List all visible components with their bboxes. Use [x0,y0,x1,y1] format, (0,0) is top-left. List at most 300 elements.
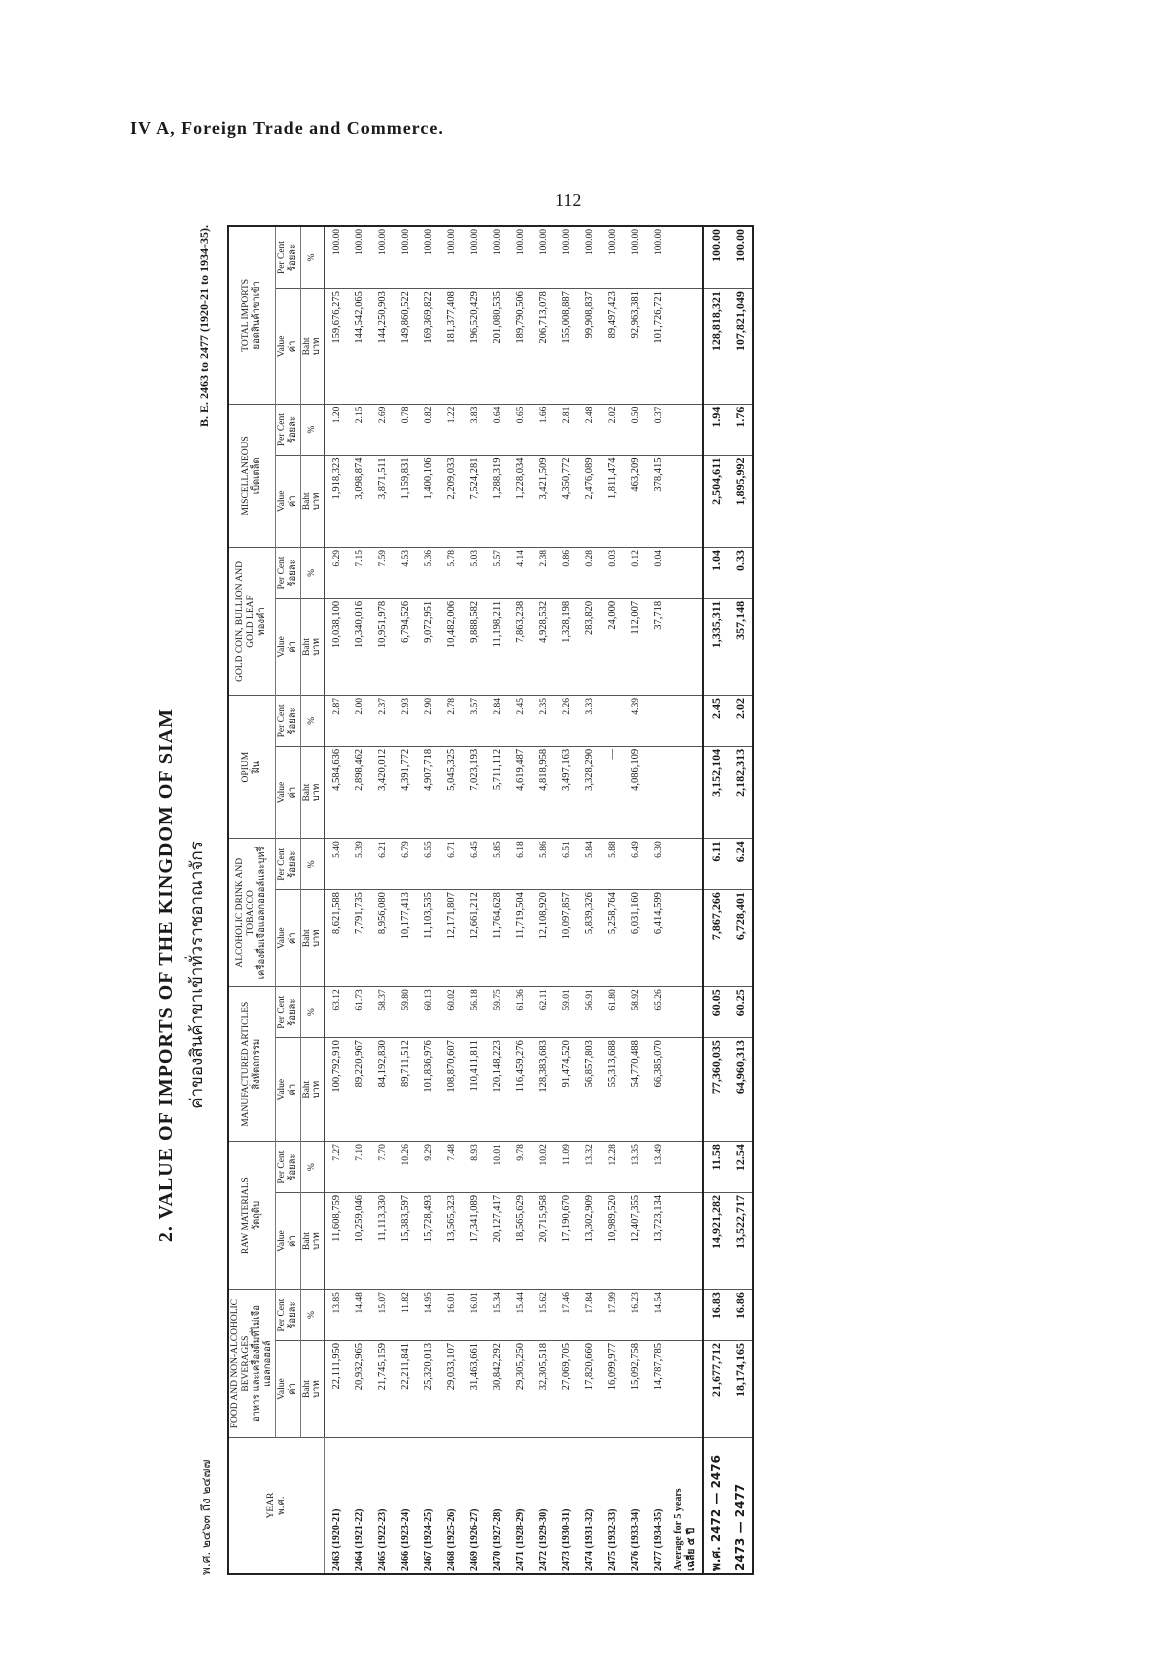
group-label-thai: อาหาร และเครื่องดื่มที่ไม่เจือแอลกอฮอล์ [250,1305,273,1423]
value-header [275,1193,300,1290]
year-cell: 2470 (1927-28) [486,1438,509,1574]
percent-cell: 7.48 [440,1142,463,1193]
unit-label: Baht [301,337,312,356]
percent-unit: % [300,1290,325,1341]
percent-label: Per Cent [276,1150,287,1184]
value-cell: 283,820 [578,598,601,695]
percent-cell: 14.54 [647,1290,670,1341]
average-value-cell: 21,677,712 [703,1341,728,1438]
value-cell: 378,415 [647,455,670,547]
value-cell: 89,711,512 [394,1038,417,1142]
unit-header [300,1341,325,1438]
value-cell: 144,542,065 [348,289,371,405]
value-cell: 108,870,607 [440,1038,463,1142]
percent-label: Per Cent [276,413,287,447]
percent-label: Per Cent [276,556,287,590]
percent-cell: 13.85 [325,1290,349,1341]
percent-cell: 17.46 [555,1290,578,1341]
percent-cell: 0.12 [624,548,647,599]
average-period-cell: 2473 — 2477 [728,1438,753,1574]
average-value-cell: 64,960,313 [728,1038,753,1142]
percent-label-thai: ร้อยละ [286,998,298,1026]
rotated-table-page [155,225,1005,1575]
group-label-thai: ทองคำ [256,607,268,636]
percent-label-thai: ร้อยละ [286,243,298,272]
value-cell: 4,350,772 [555,455,578,547]
percent-header [275,1142,300,1193]
percent-label-thai: ร้อยละ [286,707,298,735]
group-header [228,987,275,1142]
value-cell: 7,524,281 [463,455,486,547]
empty-cell [670,404,703,455]
value-cell: 1,159,831 [394,455,417,547]
value-cell: 2,209,033 [440,455,463,547]
average-percent-cell: 6.24 [728,839,753,890]
percent-cell: 0.82 [417,404,440,455]
average-label-thai: เฉลี่ย ๕ ปี [686,1527,698,1571]
value-header [275,598,300,695]
group-label-thai: ยอดสินค้าขาเข้า [250,281,262,350]
percent-cell: 58.37 [371,987,394,1038]
value-cell: 4,907,718 [417,746,440,838]
value-header [275,890,300,987]
value-cell: 1,918,323 [325,455,349,547]
value-label: Value [276,1230,287,1252]
percent-unit: % [300,695,325,746]
empty-cell [670,1142,703,1193]
year-cell: 2468 (1925-26) [440,1438,463,1574]
percent-cell: 59.80 [394,987,417,1038]
value-cell: 2,898,462 [348,746,371,838]
empty-cell [670,839,703,890]
percent-cell: 5.84 [578,839,601,890]
percent-cell: 2.93 [394,695,417,746]
value-label: Value [276,490,287,513]
percent-cell: 61.80 [601,987,624,1038]
value-cell: 8,621,588 [325,890,349,987]
unit-label: Baht [301,492,312,511]
percent-cell: 6.71 [440,839,463,890]
percent-unit: % [300,839,325,890]
percent-cell: 4.39 [624,695,647,746]
percent-cell: 5.03 [463,548,486,599]
empty-cell [670,1290,703,1341]
table-row [463,226,486,1574]
value-cell: 99,908,837 [578,289,601,405]
percent-cell: 15.34 [486,1290,509,1341]
value-cell: 13,565,323 [440,1193,463,1290]
group-label: RAW MATERIALS [240,1177,251,1255]
percent-cell: 56.91 [578,987,601,1038]
value-cell: — [601,746,624,838]
year-label-thai: พ.ศ. [275,1496,287,1515]
value-cell: 5,839,326 [578,890,601,987]
percent-cell: 5.86 [532,839,555,890]
value-cell: 9,888,582 [463,598,486,695]
value-label-thai: ค่า [286,1083,298,1096]
percent-cell: 7.27 [325,1142,349,1193]
value-cell: 1,328,198 [555,598,578,695]
value-cell: 10,038,100 [325,598,349,695]
group-label-thai: เครื่องดื่มเจือแอลกอฮอล์และบุหรี่ [256,846,268,980]
value-cell: 7,791,735 [348,890,371,987]
average-percent-cell: 60.05 [703,987,728,1038]
percent-cell: 5.40 [325,839,349,890]
percent-cell: 10.26 [394,1142,417,1193]
value-cell: 7,863,238 [509,598,532,695]
value-cell: 10,482,006 [440,598,463,695]
percent-cell: 2.69 [371,404,394,455]
value-cell: 31,463,661 [463,1341,486,1438]
percent-cell: 15.62 [532,1290,555,1341]
percent-cell: 1.22 [440,404,463,455]
percent-header [275,839,300,890]
table-row [486,226,509,1574]
percent-cell [647,695,670,746]
value-cell: 29,305,250 [509,1341,532,1438]
value-cell: 16,099,977 [601,1341,624,1438]
unit-header [300,289,325,405]
percent-cell: 100.00 [509,226,532,289]
value-header [275,289,300,405]
value-cell: 10,951,978 [371,598,394,695]
percent-cell: 5.36 [417,548,440,599]
percent-label: Per Cent [276,704,287,738]
value-label: Value [276,1378,287,1400]
percent-cell: 0.03 [601,548,624,599]
value-cell: 3,098,874 [348,455,371,547]
empty-cell [670,695,703,746]
average-value-cell: 128,818,321 [703,289,728,405]
unit-label: Baht [301,783,312,802]
percent-cell: 13.32 [578,1142,601,1193]
percent-cell: 100.00 [647,226,670,289]
year-label: YEAR [265,1492,276,1519]
group-header [228,839,275,987]
percent-cell: 65.26 [647,987,670,1038]
percent-cell: 7.15 [348,548,371,599]
percent-cell: 0.50 [624,404,647,455]
percent-header [275,548,300,599]
percent-cell: 1.20 [325,404,349,455]
percent-cell: 5.57 [486,548,509,599]
value-cell: 1,228,034 [509,455,532,547]
value-cell: 29,033,107 [440,1341,463,1438]
percent-cell: 2.26 [555,695,578,746]
average-row [728,226,753,1574]
unit-label: Baht [301,1232,312,1251]
percent-cell: 2.35 [532,695,555,746]
table-row [325,226,349,1574]
percent-cell: 6.51 [555,839,578,890]
percent-header [275,226,300,289]
year-cell: 2477 (1934-35) [647,1438,670,1574]
percent-header [275,1290,300,1341]
year-cell: 2474 (1931-32) [578,1438,601,1574]
value-cell: 12,171,807 [440,890,463,987]
percent-label: Per Cent [276,995,287,1029]
percent-cell: 15.07 [371,1290,394,1341]
percent-cell: 6.18 [509,839,532,890]
table-period: B. E. 2463 to 2477 (1920-21 to 1934-35). [197,225,211,427]
average-percent-cell: 2.45 [703,695,728,746]
average-percent-cell: 6.11 [703,839,728,890]
value-cell: 18,565,629 [509,1193,532,1290]
percent-cell: 2.90 [417,695,440,746]
percent-cell: 60.13 [417,987,440,1038]
value-cell: 11,113,330 [371,1193,394,1290]
percent-cell: 0.86 [555,548,578,599]
percent-cell: 6.30 [647,839,670,890]
percent-cell: 9.29 [417,1142,440,1193]
value-cell: 4,086,109 [624,746,647,838]
percent-cell: 2.00 [348,695,371,746]
group-label: MANUFACTURED ARTICLES [240,1001,251,1127]
year-header [228,1438,325,1574]
percent-header [275,695,300,746]
group-label: TOTAL IMPORTS [240,278,251,352]
unit-header [300,1193,325,1290]
percent-cell: 62.11 [532,987,555,1038]
group-label: FOOD AND NON-ALCOHOLIC BEVERAGES [230,1298,251,1429]
value-cell: 4,584,636 [325,746,349,838]
percent-cell: 61.73 [348,987,371,1038]
year-cell: 2464 (1921-22) [348,1438,371,1574]
value-label: Value [276,335,287,358]
value-cell: 25,320,013 [417,1341,440,1438]
unit-header [300,746,325,838]
percent-cell: 2.38 [532,548,555,599]
value-cell: 5,045,325 [440,746,463,838]
percent-cell: 100.00 [578,226,601,289]
percent-unit: % [300,1142,325,1193]
empty-cell [670,1341,703,1438]
unit-label-thai: บาท [311,1232,323,1250]
value-cell: 155,008,887 [555,289,578,405]
value-cell: 3,420,012 [371,746,394,838]
value-cell: 24,000 [601,598,624,695]
percent-cell: 0.28 [578,548,601,599]
percent-cell: 5.78 [440,548,463,599]
percent-cell: 100.00 [601,226,624,289]
value-cell: 116,459,276 [509,1038,532,1142]
average-value-cell: 3,152,104 [703,746,728,838]
percent-cell: 7.10 [348,1142,371,1193]
unit-header [300,598,325,695]
percent-cell: 14.95 [417,1290,440,1341]
unit-label: Baht [301,929,312,948]
value-cell: 11,103,535 [417,890,440,987]
average-value-cell: 7,867,266 [703,890,728,987]
percent-cell: 56.18 [463,987,486,1038]
year-cell: 2475 (1932-33) [601,1438,624,1574]
percent-cell: 100.00 [555,226,578,289]
value-cell: 10,177,413 [394,890,417,987]
percent-cell: 16.01 [440,1290,463,1341]
value-cell: 10,989,520 [601,1193,624,1290]
percent-cell: 100.00 [325,226,349,289]
value-cell: 32,305,518 [532,1341,555,1438]
value-cell: 101,836,976 [417,1038,440,1142]
percent-cell: 17.99 [601,1290,624,1341]
value-cell: 5,258,764 [601,890,624,987]
average-value-cell: 18,174,165 [728,1341,753,1438]
value-cell: 3,497,163 [555,746,578,838]
year-cell: 2473 (1930-31) [555,1438,578,1574]
percent-cell: 100.00 [417,226,440,289]
table-row [578,226,601,1574]
value-label: Value [276,927,287,950]
group-header [228,1290,275,1438]
average-value-cell: 77,360,035 [703,1038,728,1142]
value-cell: 10,097,857 [555,890,578,987]
percent-cell: 12.28 [601,1142,624,1193]
value-cell: 13,723,134 [647,1193,670,1290]
average-percent-cell: 1.94 [703,404,728,455]
percent-unit: % [300,226,325,289]
value-cell: 100,792,910 [325,1038,349,1142]
percent-cell: 11.09 [555,1142,578,1193]
empty-cell [670,598,703,695]
value-cell: 5,711,112 [486,746,509,838]
value-cell: 1,811,474 [601,455,624,547]
average-value-cell: 1,895,992 [728,455,753,547]
percent-cell: 100.00 [440,226,463,289]
percent-cell [601,695,624,746]
percent-cell: 11.82 [394,1290,417,1341]
average-percent-cell: 100.00 [703,226,728,289]
unit-label-thai: บาท [311,783,323,802]
value-cell: 22,111,950 [325,1341,349,1438]
group-label: MISCELLANEOUS [240,436,251,516]
table-row [601,226,624,1574]
value-cell: 10,259,046 [348,1193,371,1290]
percent-cell: 0.64 [486,404,509,455]
group-label-thai: ฝิ่น [250,761,262,774]
value-cell: 91,474,520 [555,1038,578,1142]
average-value-cell: 2,182,313 [728,746,753,838]
value-header [275,1038,300,1142]
table-row [417,226,440,1574]
table-row [394,226,417,1574]
unit-label: Baht [301,637,312,656]
percent-cell: 2.02 [601,404,624,455]
unit-label-thai: บาท [311,1080,323,1099]
value-cell: 30,842,292 [486,1341,509,1438]
percent-label: Per Cent [276,241,287,275]
group-label: ALCOHOLIC DRINK AND TOBACCO [235,857,257,968]
percent-cell: 6.29 [325,548,349,599]
value-header [275,1341,300,1438]
value-cell: 17,190,670 [555,1193,578,1290]
percent-label-thai: ร้อยละ [286,1301,298,1329]
value-cell: 7,023,193 [463,746,486,838]
year-cell: 2476 (1933-34) [624,1438,647,1574]
value-cell: 22,211,841 [394,1341,417,1438]
value-cell: 463,209 [624,455,647,547]
value-cell: 20,715,958 [532,1193,555,1290]
value-cell: 6,794,526 [394,598,417,695]
value-cell: 101,726,721 [647,289,670,405]
value-cell: 12,661,212 [463,890,486,987]
percent-cell: 100.00 [624,226,647,289]
unit-label-thai: บาท [311,337,323,356]
value-cell: 11,719,504 [509,890,532,987]
table-row [555,226,578,1574]
value-cell: 3,871,511 [371,455,394,547]
value-cell: 17,341,089 [463,1193,486,1290]
average-row [703,226,728,1574]
value-label-thai: ค่า [286,1383,298,1395]
average-value-cell: 107,821,049 [728,289,753,405]
percent-cell: 2.45 [509,695,532,746]
empty-cell [670,289,703,405]
percent-cell: 13.49 [647,1142,670,1193]
empty-cell [670,226,703,289]
percent-cell: 3.57 [463,695,486,746]
unit-label-thai: บาท [311,1380,323,1398]
value-cell: 15,092,758 [624,1341,647,1438]
percent-cell: 100.00 [532,226,555,289]
value-cell: 189,790,506 [509,289,532,405]
value-label-thai: ค่า [286,932,298,945]
average-percent-cell: 16.86 [728,1290,753,1341]
percent-cell: 59.01 [555,987,578,1038]
section-header: IV A, Foreign Trade and Commerce. [130,118,444,138]
average-period-cell: พ.ศ. 2472 — 2476 [703,1438,728,1574]
table-title: 2. VALUE OF IMPORTS OF THE KINGDOM OF SIAM [155,707,177,1243]
percent-cell: 5.85 [486,839,509,890]
thai-reference: พ.ศ. ๒๔๖๓ ถึง ๒๔๗๗ [199,1459,213,1575]
value-cell: 15,383,597 [394,1193,417,1290]
value-cell: 11,608,759 [325,1193,349,1290]
value-cell: 6,414,599 [647,890,670,987]
empty-cell [670,1038,703,1142]
value-cell: 11,764,628 [486,890,509,987]
percent-unit: % [300,987,325,1038]
value-cell [647,746,670,838]
average-value-cell: 14,921,282 [703,1193,728,1290]
value-cell: 11,198,211 [486,598,509,695]
table-row [440,226,463,1574]
percent-cell: 60.02 [440,987,463,1038]
year-cell: 2465 (1922-23) [371,1438,394,1574]
average-percent-cell: 12.54 [728,1142,753,1193]
percent-cell: 58.92 [624,987,647,1038]
percent-cell: 2.78 [440,695,463,746]
group-header [228,404,275,547]
value-cell: 15,728,493 [417,1193,440,1290]
percent-unit: % [300,404,325,455]
percent-cell: 100.00 [486,226,509,289]
group-header [228,226,275,404]
percent-cell: 5.39 [348,839,371,890]
value-label-thai: ค่า [286,641,298,653]
value-cell: 1,400,106 [417,455,440,547]
value-cell: 56,857,803 [578,1038,601,1142]
value-cell: 128,383,683 [532,1038,555,1142]
percent-cell: 100.00 [348,226,371,289]
percent-cell: 9.78 [509,1142,532,1193]
percent-cell: 0.37 [647,404,670,455]
value-cell: 55,313,688 [601,1038,624,1142]
unit-header [300,890,325,987]
value-cell: 27,069,705 [555,1341,578,1438]
percent-cell: 7.59 [371,548,394,599]
percent-cell: 4.14 [509,548,532,599]
percent-label: Per Cent [276,1298,287,1332]
percent-cell: 2.48 [578,404,601,455]
